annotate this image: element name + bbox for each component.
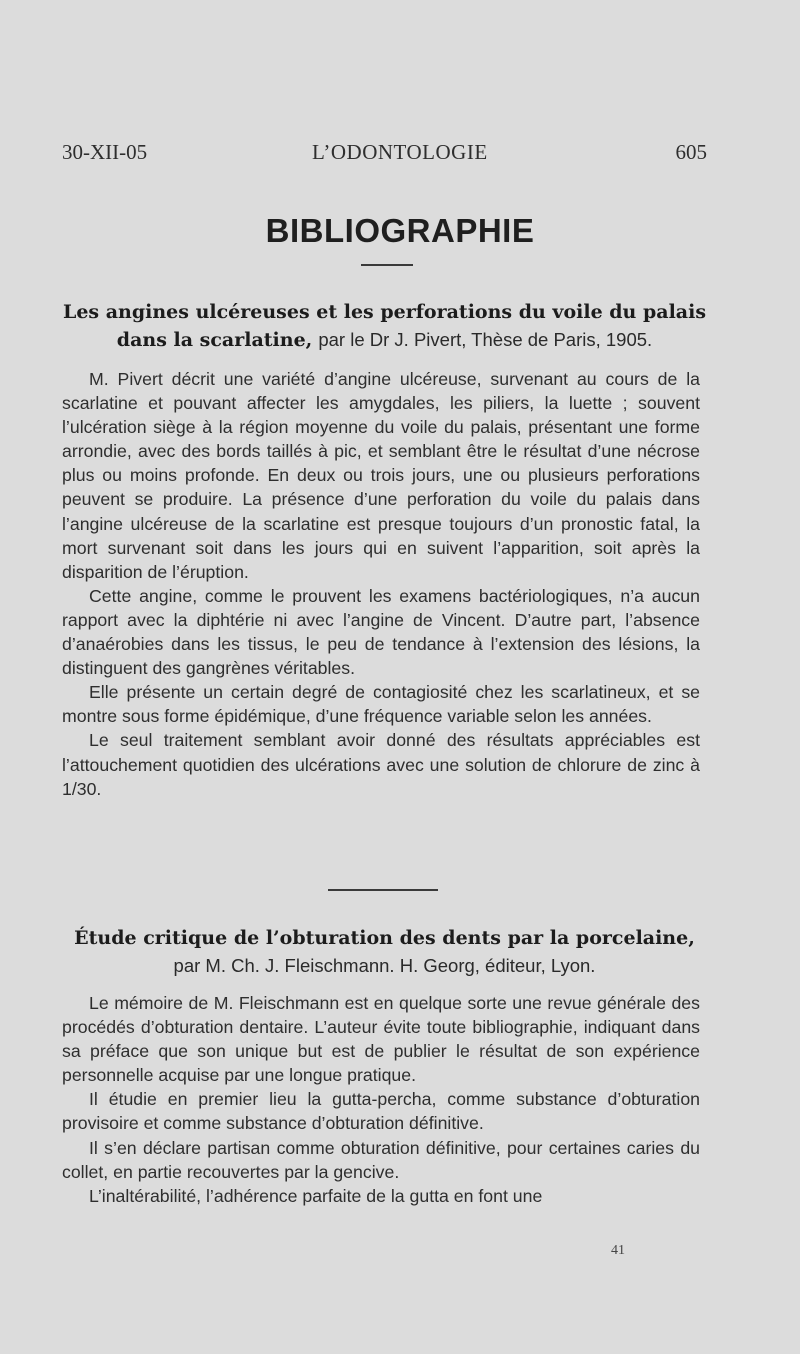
paragraph: L’inaltérabilité, l’adhérence parfaite de la gutta en font une [89, 1185, 543, 1206]
section-divider [361, 264, 413, 266]
running-header [62, 140, 707, 170]
article-body [62, 991, 700, 1208]
section-title: BIBLIOGRAPHIE [265, 212, 535, 249]
article-heading [62, 298, 707, 354]
paragraph: Il s’en déclare partisan comme obturation définitive, pour certaines caries du collet, en partie recouvertes par la gencive. [62, 1137, 700, 1182]
article-divider [328, 889, 438, 891]
paragraph: Elle présente un certain degré de contagiosité chez les scarlatineux, et se montre sous forme épidémique, d’une fréquence variable selon les années. [62, 682, 700, 727]
article-title: Les angines ulcéreuses et les perforations du voile du palais dans la scarlatine, [62, 301, 707, 351]
article-title: Étude critique de l’obturation des dents par la porcelaine, [74, 927, 695, 949]
paragraph: Le mémoire de M. Fleischmann est en quelque sorte une revue générale des procédés d’obturation dentaire. L’auteur évite toute bibliographie, indiquant dans sa préface que son unique but est de publier le résultat de son expérience personnelle acquise par une longue pratique. [62, 993, 700, 1086]
paragraph: Il étudie en premier lieu la gutta-percha, comme substance d’obturation provisoire et comme substance d’obturation définitive. [62, 1089, 700, 1134]
paragraph: Cette angine, comme le prouvent les examens bactériologiques, n’a aucun rapport avec la diphtérie ni avec l’angine de Vincent. D’autre part, l’absence d’anaérobies dans les tissus, le peu de tendance à l’extension des lésions, la distinguent des gangrènes véritables. [62, 585, 700, 679]
article-body [62, 367, 700, 801]
header-date: 30-XII-05 [62, 140, 148, 164]
article-citation: par le Dr J. Pivert, Thèse de Paris, 1905. [318, 329, 653, 350]
article-citation: par M. Ch. J. Fleischmann. H. Georg, éditeur, Lyon. [173, 955, 596, 976]
signature-mark: 41 [611, 1243, 625, 1258]
header-page-number: 605 [675, 140, 707, 164]
article-heading [62, 924, 707, 980]
paragraph: M. Pivert décrit une variété d’angine ulcéreuse, survenant au cours de la scarlatine et pouvant affecter les amygdales, les piliers, la luette ; souvent l’ulcération siège à la région moyenne du voile du palais, présentant une forme arrondie, avec des bords taillés à pic, et semblant être le résultat d’une nécrose plus ou moins profonde. En deux ou trois jours, une ou plusieurs perforations peuvent se produire. La présence d’une perforation du voile du palais dans l’angine ulcéreuse de la scarlatine est presque toujours d’un pronostic fatal, la mort survenant soit dans les jours qui en suivent l’apparition, soit après la disparition de l’éruption. [62, 369, 700, 582]
paragraph: Le seul traitement semblant avoir donné des résultats appréciables est l’attouchement quotidien des ulcérations avec une solution de chlorure de zinc à 1/30. [62, 730, 700, 799]
header-journal-title: L’ODONTOLOGIE [312, 140, 488, 164]
